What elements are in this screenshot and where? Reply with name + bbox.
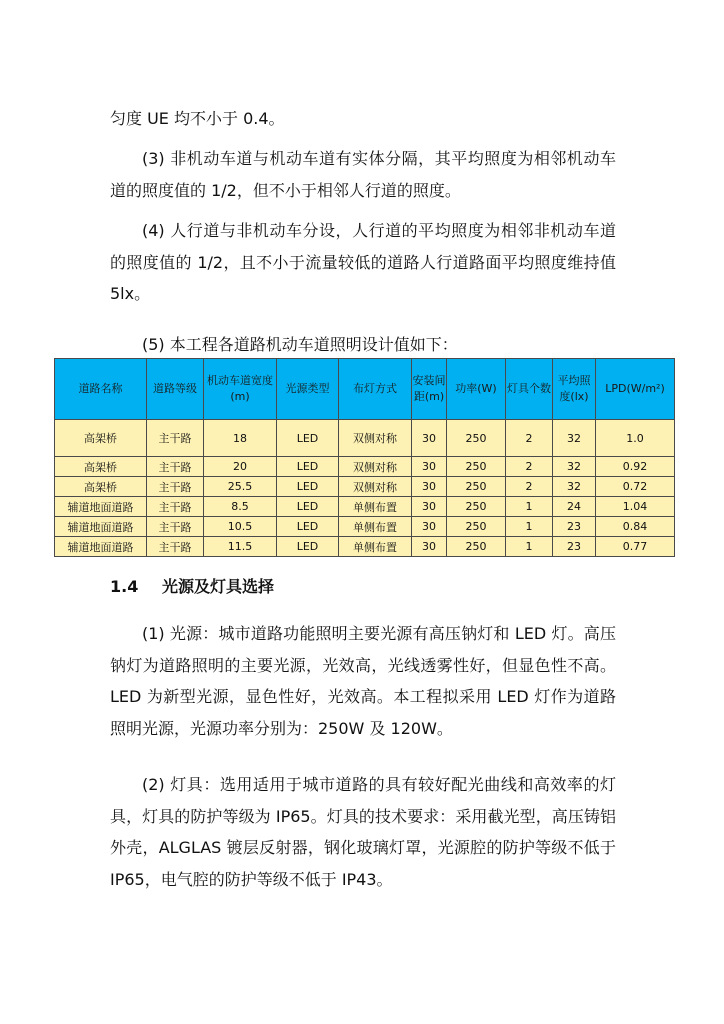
table-cell: 主干路 <box>147 477 204 497</box>
table-row <box>55 497 675 517</box>
table-cell: 0.77 <box>596 537 675 557</box>
table-row <box>55 517 675 537</box>
paragraph-fixture: (2) 灯具：选用适用于城市道路的具有较好配光曲线和高效率的灯具，灯具的防护等级为 IP65。灯具的技术要求：采用截光型，高压铸铝外壳，ALGLAS 镀层反射器，钢化玻璃灯罩，光源腔的防护等级不低于 IP65，电气腔的防护等级不低于 IP43。 <box>110 775 616 889</box>
table-cell: 30 <box>412 517 447 537</box>
table-cell: 双侧对称 <box>339 477 412 497</box>
table-cell: 单侧布置 <box>339 497 412 517</box>
table-cell: 双侧对称 <box>339 457 412 477</box>
header-layout: 布灯方式 <box>339 359 412 420</box>
table-cell: 250 <box>447 420 506 457</box>
table-cell: 250 <box>447 537 506 557</box>
table-cell: 辅道地面道路 <box>55 497 147 517</box>
table-cell: 1.04 <box>596 497 675 517</box>
header-fixture-count: 灯具个数 <box>506 359 553 420</box>
section-title: 光源及灯具选择 <box>162 577 275 596</box>
table-cell: 主干路 <box>147 537 204 557</box>
table-cell: 25.5 <box>204 477 277 497</box>
table-cell: 30 <box>412 537 447 557</box>
table-cell: 20 <box>204 457 277 477</box>
paragraph-item-4: (4) 人行道与非机动车分设，人行道的平均照度为相邻非机动车道的照度值的 1/2，且不小于流量较低的道路人行道路面平均照度维持值 5lx。 <box>110 221 616 303</box>
paragraph-item-5: (5) 本工程各道路机动车道照明设计值如下： <box>142 335 458 354</box>
table-header-row <box>55 359 675 420</box>
header-lane-width: 机动车道宽度(m) <box>204 359 277 420</box>
table-cell: 250 <box>447 497 506 517</box>
table-cell: 双侧对称 <box>339 420 412 457</box>
table-cell: 1 <box>506 497 553 517</box>
header-avg-illuminance: 平均照度(lx) <box>553 359 596 420</box>
header-road-grade: 道路等级 <box>147 359 204 420</box>
section-number: 1.4 <box>110 577 139 596</box>
table-cell: 250 <box>447 457 506 477</box>
table-row <box>55 420 675 457</box>
table-cell: LED <box>277 517 339 537</box>
table-cell: 高架桥 <box>55 420 147 457</box>
table-cell: 0.84 <box>596 517 675 537</box>
table-cell: 32 <box>553 457 596 477</box>
header-road-name: 道路名称 <box>55 359 147 420</box>
header-spacing: 安装间距(m) <box>412 359 447 420</box>
table-cell: 辅道地面道路 <box>55 537 147 557</box>
table-cell: 0.72 <box>596 477 675 497</box>
table-cell: 主干路 <box>147 457 204 477</box>
table-cell: 辅道地面道路 <box>55 517 147 537</box>
table-row <box>55 477 675 497</box>
table-cell: 32 <box>553 477 596 497</box>
table-cell: 主干路 <box>147 497 204 517</box>
table-cell: 高架桥 <box>55 457 147 477</box>
table-cell: 高架桥 <box>55 477 147 497</box>
table-cell: LED <box>277 497 339 517</box>
table-cell: 主干路 <box>147 420 204 457</box>
table-cell: 2 <box>506 420 553 457</box>
header-lpd: LPD(W/m²) <box>596 359 675 420</box>
table-cell: 30 <box>412 457 447 477</box>
table-cell: 10.5 <box>204 517 277 537</box>
table-cell: 18 <box>204 420 277 457</box>
table-cell: LED <box>277 477 339 497</box>
table-row <box>55 537 675 557</box>
paragraph-item-3: (3) 非机动车道与机动车道有实体分隔，其平均照度为相邻机动车道的照度值的 1/2，但不小于相邻人行道的照度。 <box>110 149 616 200</box>
table-cell: 250 <box>447 477 506 497</box>
header-power: 功率(W) <box>447 359 506 420</box>
table-cell: 30 <box>412 497 447 517</box>
table-cell: LED <box>277 420 339 457</box>
table-cell: 主干路 <box>147 517 204 537</box>
lighting-design-table <box>54 358 675 557</box>
header-light-source: 光源类型 <box>277 359 339 420</box>
table-cell: 0.92 <box>596 457 675 477</box>
paragraph-light-source: (1) 光源：城市道路功能照明主要光源有高压钠灯和 LED 灯。高压钠灯为道路照明的主要光源，光效高，光线透雾性好，但显色性不高。LED 为新型光源，显色性好，光效高。本工程拟采用 LED 灯作为道路照明光源，光源功率分别为：250W 及 120W。 <box>110 624 616 738</box>
section-heading <box>110 574 274 597</box>
table-cell: 23 <box>553 517 596 537</box>
table-cell: 单侧布置 <box>339 517 412 537</box>
table-cell: 2 <box>506 477 553 497</box>
table-cell: 24 <box>553 497 596 517</box>
table-cell: 1 <box>506 517 553 537</box>
table-cell: 11.5 <box>204 537 277 557</box>
table-cell: 2 <box>506 457 553 477</box>
table-cell: 30 <box>412 420 447 457</box>
table-cell: 23 <box>553 537 596 557</box>
table-cell: LED <box>277 537 339 557</box>
paragraph-uniformity: 匀度 UE 均不小于 0.4。 <box>110 109 285 128</box>
table-cell: 32 <box>553 420 596 457</box>
table-cell: 250 <box>447 517 506 537</box>
table-cell: 8.5 <box>204 497 277 517</box>
table-row <box>55 457 675 477</box>
table-cell: 1.0 <box>596 420 675 457</box>
table-cell: LED <box>277 457 339 477</box>
table-cell: 1 <box>506 537 553 557</box>
table-cell: 单侧布置 <box>339 537 412 557</box>
table-cell: 30 <box>412 477 447 497</box>
